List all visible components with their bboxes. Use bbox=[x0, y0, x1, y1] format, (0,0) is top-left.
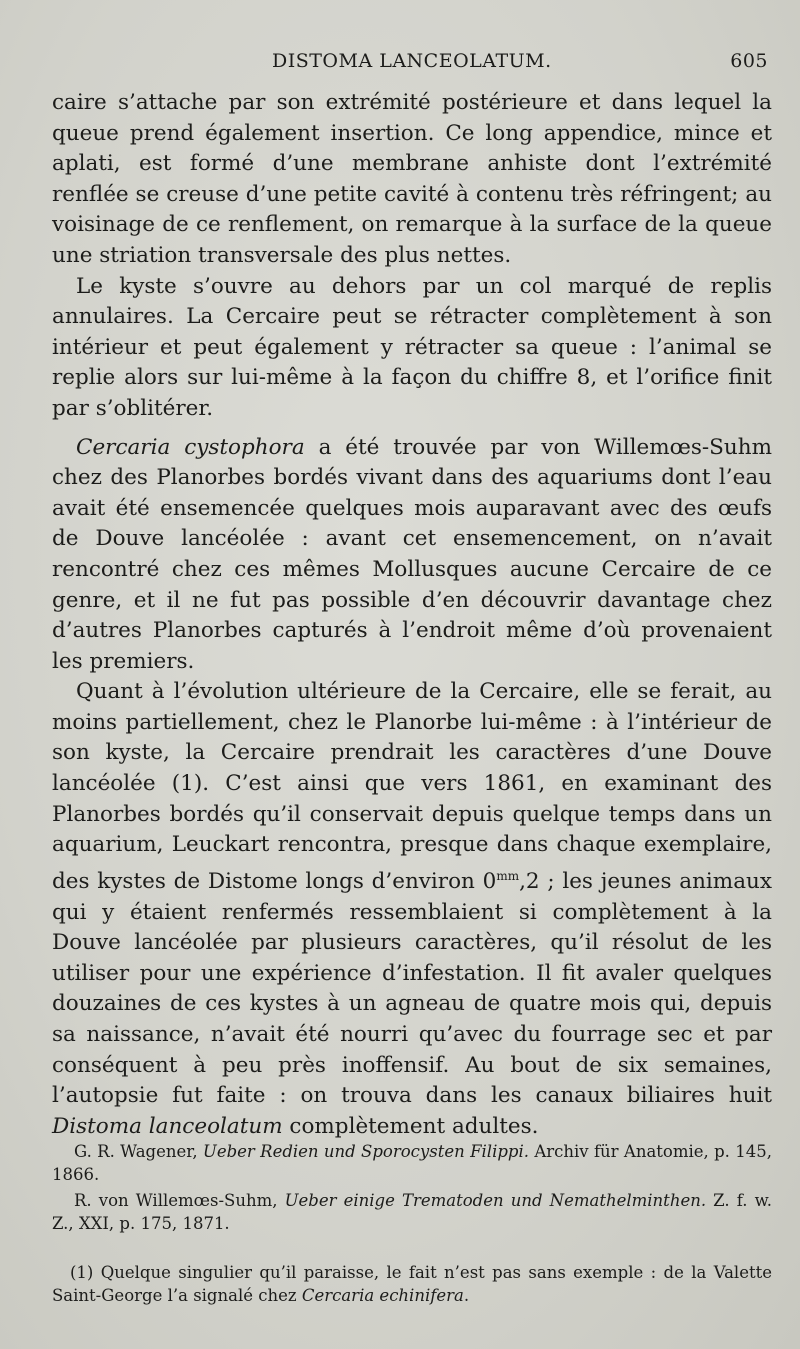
reference-1-title: Ueber Redien und Sporocysten Filippi. bbox=[202, 1142, 529, 1161]
reference-1 bbox=[52, 1141, 772, 1186]
body-text bbox=[52, 88, 772, 1142]
paragraph-4-text-c: complètement adultes. bbox=[282, 1113, 539, 1139]
reference-2-author: R. von Willemœs-Suhm, bbox=[74, 1191, 285, 1210]
reference-2-source: Z. f. w. Z., XXI, p. 175, 1871. bbox=[52, 1191, 772, 1233]
paragraph-2 bbox=[52, 272, 772, 425]
reference-2-title: Ueber einige Trematoden und Nemathelminthen. bbox=[284, 1191, 707, 1210]
reference-2 bbox=[52, 1190, 772, 1235]
species-name: Cercaria cystophora bbox=[76, 434, 305, 460]
page-header bbox=[52, 50, 768, 80]
references bbox=[52, 1141, 772, 1239]
paragraph-2-text: Le kyste s’ouvre au dehors par un col marqué de replis annulaires. La Cercaire peut se rétracter complètement à son intérieur et peut également y rétracter sa queue : l’animal se replie alors sur lui-même à la façon du chiffre 8, et l’orifice finit par s’oblitérer. bbox=[52, 273, 772, 421]
footnote-marker: (1) bbox=[70, 1263, 94, 1282]
unit-superscript: mm bbox=[496, 868, 520, 883]
footnote-species-name: Cercaria echinifera bbox=[301, 1285, 464, 1305]
footnote-text-a: Quelque singulier qu’il paraisse, le fait n’est pas sans exemple : de la Valette Saint-George l’a signalé chez bbox=[52, 1263, 772, 1305]
reference-1-source: Archiv für Anatomie, p. 145, 1866. bbox=[52, 1142, 772, 1184]
paragraph-4 bbox=[52, 677, 772, 1142]
paragraph-1-text: caire s’attache par son extrémité postérieure et dans lequel la queue prend également insertion. Ce long appendice, mince et aplati, est formé d’une membrane anhiste dont l’extrémité renflée se creuse d’une petite cavité à contenu très réfringent; au voisinage de ce renflement, on remarque à la surface de la queue une striation transversale des plus nettes. bbox=[52, 90, 772, 268]
paragraph-4-text-a: Quant à l’évolution ultérieure de la Cercaire, elle se ferait, au moins partiellement, chez le Planorbe lui-même : à l’intérieur de son kyste, la Cercaire prendrait les caractères d’une Douve lancéolée (1). C’est ainsi que vers 1861, en examinant des Planorbes bordés qu’il conservait depuis quelque temps dans un aquarium, Leuckart rencontra, presque dans chaque exemplaire, des kystes de Distome longs d’environ 0 bbox=[52, 679, 772, 894]
paragraph-4-text-b: ,2 ; les jeunes animaux qui y étaient renfermés ressemblaient si complètement à la Douve lancéolée par plusieurs caractères, qu’il résolut de les utiliser pour une expérience d’infestation. Il fit avaler quelques douzaines de ces kystes à un agneau de quatre mois qui, depuis sa naissance, n’avait été nourri qu’avec du fourrage sec et par conséquent à peu près inoffensif. Au bout de six semaines, l’autopsie fut faite : on trouva dans les canaux biliaires huit bbox=[52, 869, 772, 1109]
species-name-2: Distoma lanceolatum bbox=[52, 1113, 283, 1139]
reference-1-author: G. R. Wagener, bbox=[74, 1142, 203, 1161]
page-number: 605 bbox=[730, 50, 768, 72]
running-title: DISTOMA LANCEOLATUM. bbox=[272, 50, 552, 72]
paragraph-3 bbox=[52, 433, 772, 678]
footnote bbox=[52, 1262, 772, 1307]
paragraph-3-text: a été trouvée par von Willemœs-Suhm chez des Planorbes bordés vivant dans des aquariums dont l’eau avait été ensemencée quelques mois auparavant avec des œufs de Douve lancéolée : avant cet ensemencement, on n’avait rencontré chez ces mêmes Mollusques aucune Cercaire de ce genre, et il ne fut pas possible d’en découvrir davantage chez d’autres Planorbes capturés à l’endroit même d’où provenaient les premiers. bbox=[52, 434, 772, 674]
footnote-text-b: . bbox=[463, 1285, 470, 1305]
paragraph-1 bbox=[52, 88, 772, 272]
